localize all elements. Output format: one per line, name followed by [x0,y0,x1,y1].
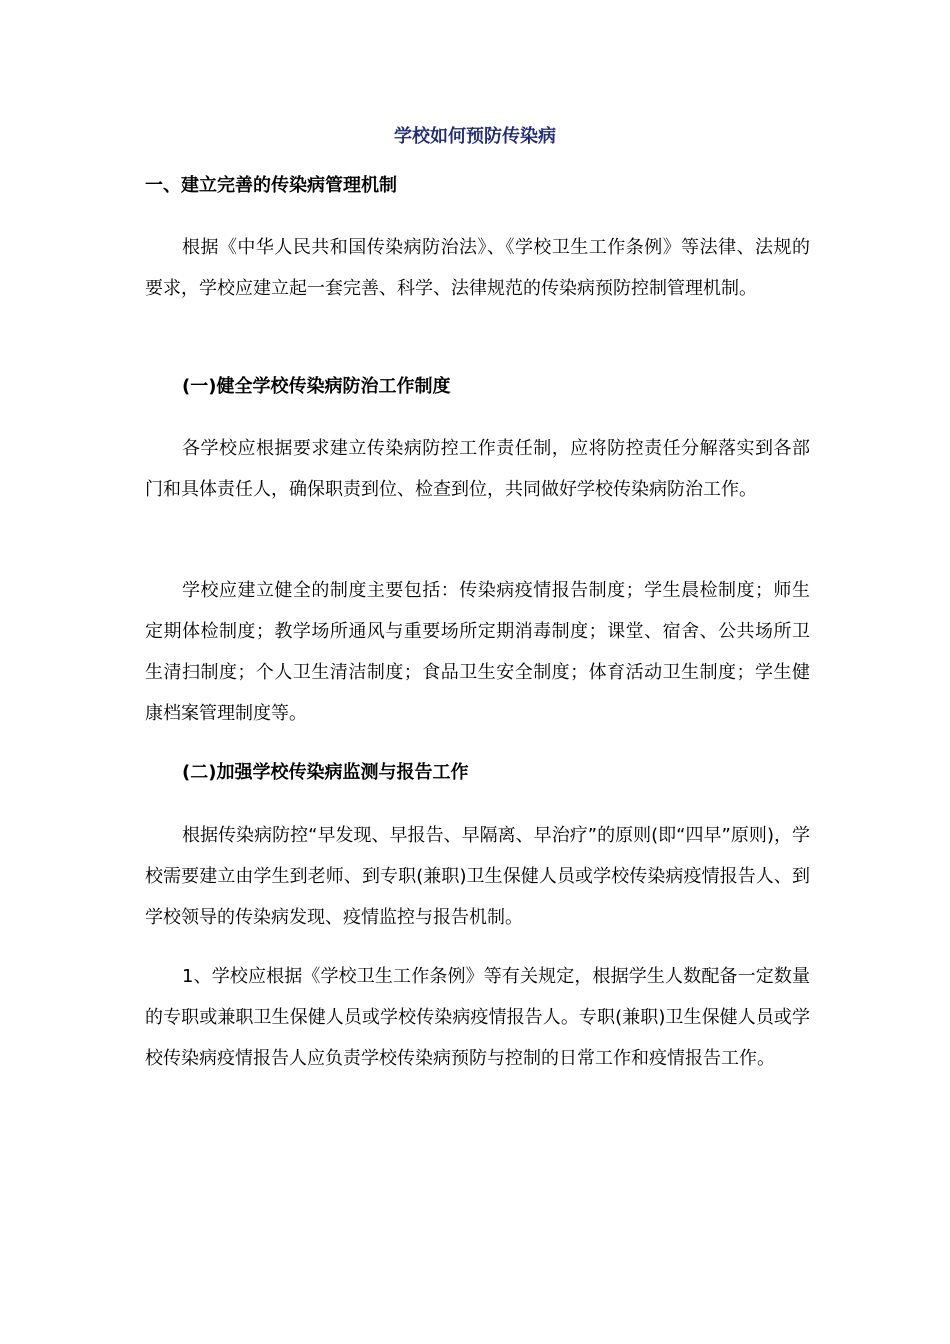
subsection1-paragraph-2: 学校应建立健全的制度主要包括：传染病疫情报告制度；学生晨检制度；师生定期体检制度；教学场所通风与重要场所定期消毒制度；课堂、宿舍、公共场所卫生清扫制度；个人卫生清洁制度；食品卫生安全制度；体育活动卫生制度；学生健康档案管理制度等。 [145,580,810,724]
subsection2-paragraph-1: 根据传染病防控“早发现、早报告、早隔离、早治疗”的原则(即“四早”原则)，学校需要建立由学生到老师、到专职(兼职)卫生保健人员或学校传染病疫情报告人、到学校领导的传染病发现、疫情监控与报告机制。 [145,825,810,928]
subsection-heading-1: (一)健全学校传染病防治工作制度 [182,376,451,397]
subsection1-paragraph-1: 各学校应根据要求建立传染病防控工作责任制，应将防控责任分解落实到各部门和具体责任人，确保职责到位、检查到位，共同做好学校传染病防治工作。 [145,438,810,500]
section1-intro-paragraph: 根据《中华人民共和国传染病防治法》、《学校卫生工作条例》等法律、法规的要求，学校应建立起一套完善、科学、法律规范的传染病预防控制管理机制。 [145,237,810,299]
section-heading-1: 一、建立完善的传染病管理机制 [145,175,397,196]
document-title: 学校如何预防传染病 [394,126,556,147]
subsection-heading-2: (二)加强学校传染病监测与报告工作 [182,762,469,783]
subsection2-paragraph-2: 1、学校应根据《学校卫生工作条例》等有关规定，根据学生人数配备一定数量的专职或兼职卫生保健人员或学校传染病疫情报告人。专职(兼职)卫生保健人员或学校传染病疫情报告人应负责学校传染病预防与控制的日常工作和疫情报告工作。 [145,966,810,1069]
